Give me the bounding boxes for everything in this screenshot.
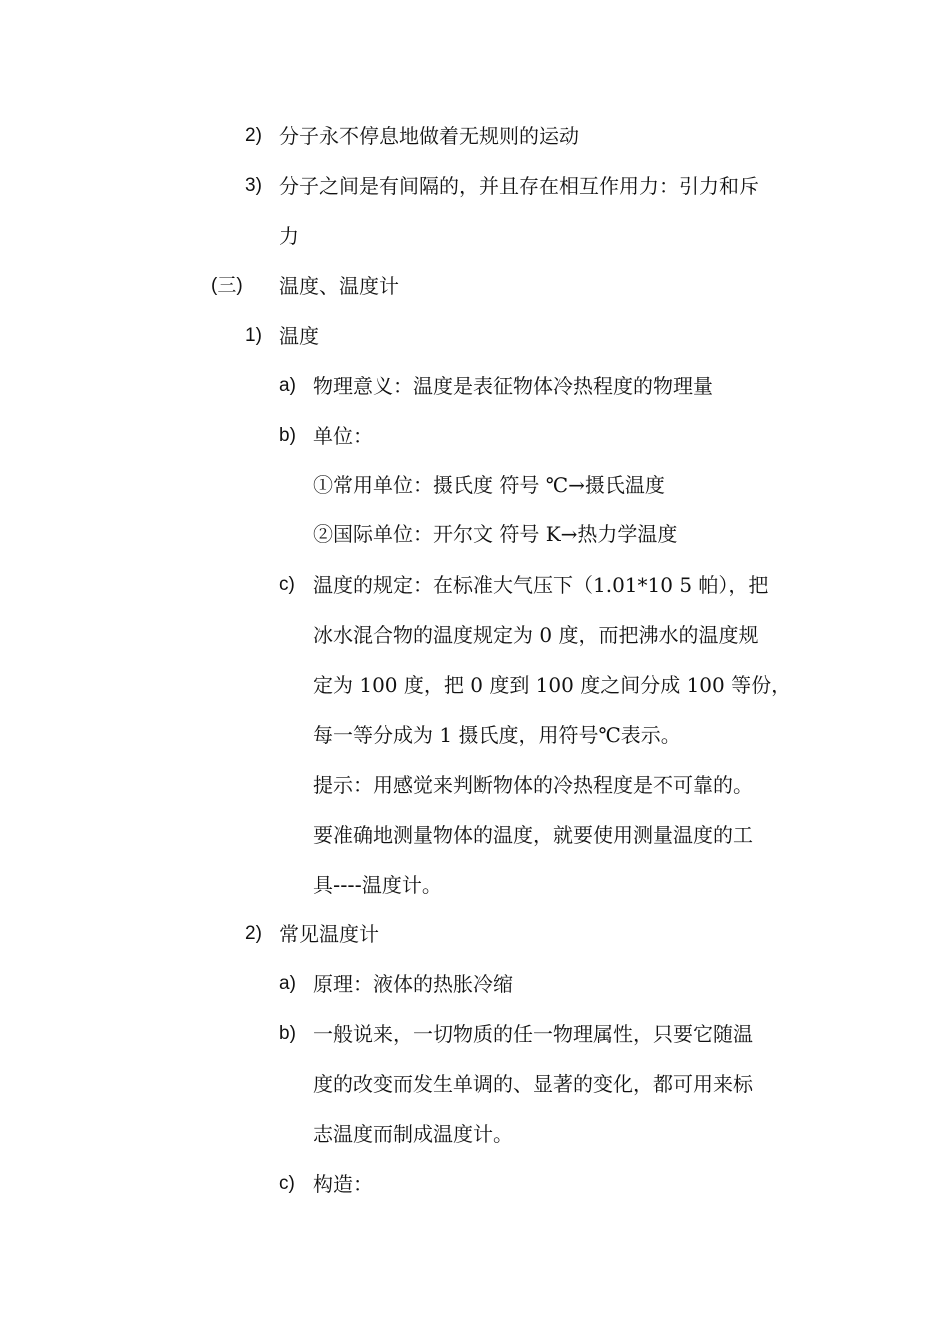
unit-line: ①常用单位：摄氏度 符号 ℃→摄氏温度 (313, 473, 665, 497)
section-title: 温度、温度计 (279, 274, 399, 298)
sublist-item-text: 物理意义：温度是表征物体冷热程度的物理量 (313, 374, 713, 398)
sublist-marker: a) (279, 375, 296, 396)
sublist-item-text: 单位： (313, 424, 373, 448)
section-marker: (三) (211, 275, 243, 296)
sublist-item-text-continued: 志温度而制成温度计。 (313, 1122, 513, 1146)
tip-text: 具----温度计。 (313, 873, 442, 897)
sublist-marker: a) (279, 973, 296, 994)
list-marker: 2) (245, 923, 262, 944)
sublist-item-text-continued: 度的改变而发生单调的、显著的变化，都可用来标 (313, 1072, 753, 1096)
sublist-marker: c) (279, 574, 295, 595)
sublist-item-text: 一般说来，一切物质的任一物理属性，只要它随温 (313, 1022, 753, 1046)
sublist-item-text: 原理：液体的热胀冷缩 (313, 972, 513, 996)
subsection-title: 常见温度计 (279, 922, 379, 946)
list-marker: 1) (245, 325, 262, 346)
subsection-title: 温度 (279, 324, 319, 348)
sublist-item-text-continued: 冰水混合物的温度规定为 0 度，而把沸水的温度规 (313, 623, 759, 647)
list-item-text: 分子永不停息地做着无规则的运动 (279, 124, 579, 148)
sublist-marker: b) (279, 1023, 296, 1044)
list-marker: 3) (245, 175, 262, 196)
list-item-text-continued: 力 (279, 224, 299, 248)
unit-line: ②国际单位：开尔文 符号 K→热力学温度 (313, 522, 678, 546)
sublist-item-text-continued: 定为 100 度，把 0 度到 100 度之间分成 100 等份， (313, 673, 792, 697)
sublist-item-text: 构造： (313, 1172, 373, 1196)
tip-text: 提示：用感觉来判断物体的冷热程度是不可靠的。 (313, 773, 753, 797)
sublist-marker: b) (279, 425, 296, 446)
sublist-item-text-continued: 每一等分成为 1 摄氏度，用符号℃表示。 (313, 723, 681, 747)
list-marker: 2) (245, 125, 262, 146)
list-item-text: 分子之间是有间隔的，并且存在相互作用力：引力和斥 (279, 174, 759, 198)
sublist-marker: c) (279, 1173, 295, 1194)
tip-text: 要准确地测量物体的温度，就要使用测量温度的工 (313, 823, 753, 847)
sublist-item-text: 温度的规定：在标准大气压下（1.01*10 5 帕），把 (313, 573, 769, 597)
